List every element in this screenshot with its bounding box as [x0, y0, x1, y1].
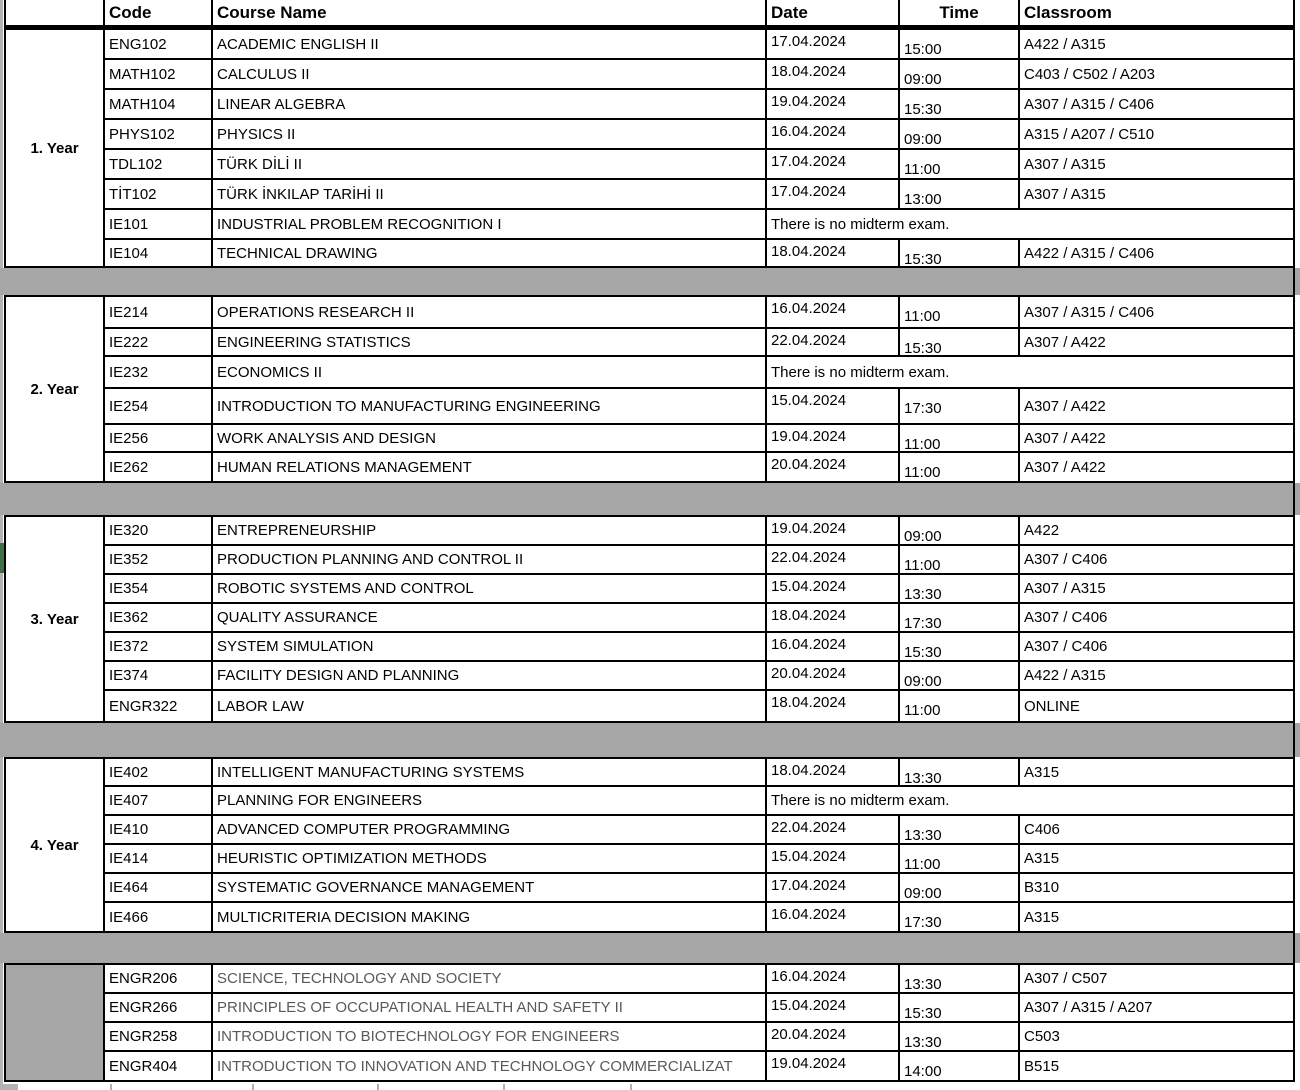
cell-classroom: A307 / A315	[1020, 575, 1293, 604]
header-cell-course-name: Course Name	[213, 0, 767, 28]
cell-course-name: HUMAN RELATIONS MANAGEMENT	[213, 453, 767, 481]
cell-time: 15:30	[900, 994, 1020, 1023]
cell-code: IE214	[105, 297, 213, 329]
cell-time: 09:00	[900, 60, 1020, 90]
cell-code: IE374	[105, 662, 213, 691]
cell-time: 13:30	[900, 759, 1020, 787]
cell-classroom: A307 / A315 / A207	[1020, 994, 1293, 1023]
cell-course-name: INDUSTRIAL PROBLEM RECOGNITION I	[213, 210, 767, 240]
cell-no-exam-note: There is no midterm exam.	[767, 357, 1293, 389]
cell-code: MATH104	[105, 90, 213, 120]
cell-date: 15.04.2024	[767, 994, 900, 1023]
cell-time: 13:30	[900, 816, 1020, 845]
gridline-tick	[110, 1084, 112, 1090]
cell-date: 17.04.2024	[767, 874, 900, 903]
cell-course-name: ACADEMIC ENGLISH II	[213, 30, 767, 60]
gridline-tick	[252, 1084, 254, 1090]
cell-code: ENGR404	[105, 1052, 213, 1080]
cell-classroom: A307 / C406	[1020, 546, 1293, 575]
cell-no-exam-note: There is no midterm exam.	[767, 787, 1293, 816]
cell-course-name: INTRODUCTION TO MANUFACTURING ENGINEERING	[213, 389, 767, 425]
cell-time: 14:00	[900, 1052, 1020, 1080]
cell-classroom: A307 / A315 / C406	[1020, 297, 1293, 329]
cell-time: 15:30	[900, 90, 1020, 120]
cell-time: 13:30	[900, 575, 1020, 604]
cell-classroom: A307 / A422	[1020, 425, 1293, 453]
cell-course-name: ENGINEERING STATISTICS	[213, 329, 767, 357]
cell-classroom: A307 / A422	[1020, 389, 1293, 425]
year-section-1	[4, 28, 1295, 268]
cell-time: 11:00	[900, 691, 1020, 721]
cell-code: IE101	[105, 210, 213, 240]
cell-date: 16.04.2024	[767, 120, 900, 150]
cell-code: IE466	[105, 903, 213, 931]
cell-code: MATH102	[105, 60, 213, 90]
cell-course-name: INTRODUCTION TO INNOVATION AND TECHNOLOGY COMMERCIALIZAT	[213, 1052, 767, 1080]
cell-code: IE362	[105, 604, 213, 633]
cell-date: 18.04.2024	[767, 691, 900, 721]
cell-course-name: ECONOMICS II	[213, 357, 767, 389]
cell-code: IE104	[105, 240, 213, 266]
year-label-cell	[6, 965, 105, 1080]
cell-course-name: SCIENCE, TECHNOLOGY AND SOCIETY	[213, 965, 767, 994]
cell-date: 18.04.2024	[767, 759, 900, 787]
bottom-left-gray-sliver	[0, 1084, 18, 1090]
cell-time: 09:00	[900, 120, 1020, 150]
cell-course-name: HEURISTIC OPTIMIZATION METHODS	[213, 845, 767, 874]
cell-classroom: A315	[1020, 759, 1293, 787]
gridline-tick	[503, 1084, 505, 1090]
cell-time: 13:00	[900, 180, 1020, 210]
cell-date: 18.04.2024	[767, 60, 900, 90]
cell-date: 15.04.2024	[767, 845, 900, 874]
cell-code: IE372	[105, 633, 213, 662]
cell-time: 15:30	[900, 240, 1020, 266]
cell-time: 15:30	[900, 633, 1020, 662]
cell-date: 17.04.2024	[767, 30, 900, 60]
cell-course-name: SYSTEM SIMULATION	[213, 633, 767, 662]
cell-classroom: A315	[1020, 845, 1293, 874]
cell-time: 11:00	[900, 546, 1020, 575]
cell-classroom: A422	[1020, 517, 1293, 546]
cell-time: 09:00	[900, 517, 1020, 546]
cell-classroom: B515	[1020, 1052, 1293, 1080]
cell-classroom: A307 / C507	[1020, 965, 1293, 994]
year-label: 2. Year	[30, 380, 79, 398]
cell-time: 17:30	[900, 604, 1020, 633]
cell-code: IE407	[105, 787, 213, 816]
cell-course-name: PRODUCTION PLANNING AND CONTROL II	[213, 546, 767, 575]
cell-time: 11:00	[900, 453, 1020, 481]
gridline-tick	[377, 1084, 379, 1090]
section-separator-band	[0, 933, 1300, 963]
cell-course-name: ADVANCED COMPUTER PROGRAMMING	[213, 816, 767, 845]
cell-code: IE352	[105, 546, 213, 575]
table-header-row	[4, 0, 1295, 28]
year-label-cell	[6, 517, 105, 721]
year-label-cell	[6, 759, 105, 931]
cell-time: 17:30	[900, 903, 1020, 931]
cell-time: 11:00	[900, 150, 1020, 180]
cell-classroom: B310	[1020, 874, 1293, 903]
cell-code: IE354	[105, 575, 213, 604]
cell-classroom: ONLINE	[1020, 691, 1293, 721]
cell-course-name: LABOR LAW	[213, 691, 767, 721]
cell-date: 20.04.2024	[767, 453, 900, 481]
year-section-5	[4, 963, 1295, 1082]
cell-code: ENGR258	[105, 1023, 213, 1052]
cell-course-name: WORK ANALYSIS AND DESIGN	[213, 425, 767, 453]
cell-course-name: PRINCIPLES OF OCCUPATIONAL HEALTH AND SAFETY II	[213, 994, 767, 1023]
cell-code: TİT102	[105, 180, 213, 210]
cell-date: 22.04.2024	[767, 329, 900, 357]
cell-date: 19.04.2024	[767, 90, 900, 120]
cell-date: 16.04.2024	[767, 903, 900, 931]
cell-classroom: A315	[1020, 903, 1293, 931]
cell-classroom: A307 / A315 / C406	[1020, 90, 1293, 120]
cell-date: 15.04.2024	[767, 575, 900, 604]
cell-time: 17:30	[900, 389, 1020, 425]
year-section-3	[4, 515, 1295, 723]
cell-classroom: A307 / C406	[1020, 633, 1293, 662]
cell-course-name: INTELLIGENT MANUFACTURING SYSTEMS	[213, 759, 767, 787]
cell-course-name: SYSTEMATIC GOVERNANCE MANAGEMENT	[213, 874, 767, 903]
cell-date: 22.04.2024	[767, 816, 900, 845]
cell-date: 16.04.2024	[767, 297, 900, 329]
cell-date: 16.04.2024	[767, 965, 900, 994]
cell-classroom: A422 / A315	[1020, 662, 1293, 691]
cell-course-name: FACILITY DESIGN AND PLANNING	[213, 662, 767, 691]
cell-date: 15.04.2024	[767, 389, 900, 425]
gridline-tick	[630, 1084, 632, 1090]
cell-code: ENGR266	[105, 994, 213, 1023]
cell-course-name: INTRODUCTION TO BIOTECHNOLOGY FOR ENGINEERS	[213, 1023, 767, 1052]
cell-time: 09:00	[900, 874, 1020, 903]
cell-time: 11:00	[900, 845, 1020, 874]
cell-code: IE254	[105, 389, 213, 425]
cell-classroom: A307 / A315	[1020, 180, 1293, 210]
cell-code: IE464	[105, 874, 213, 903]
cell-classroom: A422 / A315 / C406	[1020, 240, 1293, 266]
header-cell-time: Time	[900, 0, 1020, 28]
cell-classroom: C406	[1020, 816, 1293, 845]
year-label: 3. Year	[30, 610, 79, 628]
cell-time: 15:00	[900, 30, 1020, 60]
year-section-2	[4, 295, 1295, 483]
cell-date: 19.04.2024	[767, 1052, 900, 1080]
cell-date: 20.04.2024	[767, 1023, 900, 1052]
table-right-border	[1293, 0, 1295, 1082]
cell-course-name: ENTREPRENEURSHIP	[213, 517, 767, 546]
cell-date: 16.04.2024	[767, 633, 900, 662]
cell-course-name: LINEAR ALGEBRA	[213, 90, 767, 120]
year-label-cell	[6, 297, 105, 481]
cell-date: 20.04.2024	[767, 662, 900, 691]
cell-classroom: A307 / A315	[1020, 150, 1293, 180]
cell-code: ENG102	[105, 30, 213, 60]
cell-code: IE402	[105, 759, 213, 787]
cell-course-name: PHYSICS II	[213, 120, 767, 150]
cell-course-name: TECHNICAL DRAWING	[213, 240, 767, 266]
section-separator-band	[0, 723, 1300, 757]
cell-time: 11:00	[900, 425, 1020, 453]
header-cell-blank	[6, 0, 105, 28]
cell-classroom: A307 / A422	[1020, 329, 1293, 357]
section-separator-band	[0, 483, 1300, 515]
cell-course-name: CALCULUS II	[213, 60, 767, 90]
cell-date: 19.04.2024	[767, 517, 900, 546]
cell-date: 18.04.2024	[767, 604, 900, 633]
cell-code: ENGR206	[105, 965, 213, 994]
cell-classroom: C403 / C502 / A203	[1020, 60, 1293, 90]
cell-time: 11:00	[900, 297, 1020, 329]
cell-course-name: ROBOTIC SYSTEMS AND CONTROL	[213, 575, 767, 604]
cell-code: IE320	[105, 517, 213, 546]
cell-code: IE410	[105, 816, 213, 845]
year-section-4	[4, 757, 1295, 933]
cell-time: 15:30	[900, 329, 1020, 357]
cell-classroom: A307 / A422	[1020, 453, 1293, 481]
cell-code: IE256	[105, 425, 213, 453]
cell-code: IE414	[105, 845, 213, 874]
cell-code: ENGR322	[105, 691, 213, 721]
header-cell-classroom: Classroom	[1020, 0, 1293, 28]
cell-date: 22.04.2024	[767, 546, 900, 575]
cell-date: 18.04.2024	[767, 240, 900, 266]
cell-time: 09:00	[900, 662, 1020, 691]
cell-code: TDL102	[105, 150, 213, 180]
cell-classroom: C503	[1020, 1023, 1293, 1052]
cell-date: 17.04.2024	[767, 150, 900, 180]
cell-code: IE262	[105, 453, 213, 481]
year-label: 4. Year	[30, 836, 79, 854]
cell-no-exam-note: There is no midterm exam.	[767, 210, 1293, 240]
cell-course-name: TÜRK İNKILAP TARİHİ II	[213, 180, 767, 210]
cell-code: IE232	[105, 357, 213, 389]
cell-course-name: TÜRK DİLİ II	[213, 150, 767, 180]
cell-course-name: MULTICRITERIA DECISION MAKING	[213, 903, 767, 931]
cell-date: 17.04.2024	[767, 180, 900, 210]
cell-code: IE222	[105, 329, 213, 357]
cell-course-name: OPERATIONS RESEARCH II	[213, 297, 767, 329]
header-cell-code: Code	[105, 0, 213, 28]
cell-date: 19.04.2024	[767, 425, 900, 453]
header-cell-date: Date	[767, 0, 900, 28]
year-label-cell	[6, 30, 105, 266]
cell-time: 13:30	[900, 1023, 1020, 1052]
cell-course-name: QUALITY ASSURANCE	[213, 604, 767, 633]
cell-time: 13:30	[900, 965, 1020, 994]
cell-classroom: A315 / A207 / C510	[1020, 120, 1293, 150]
cell-classroom: A307 / C406	[1020, 604, 1293, 633]
year-label: 1. Year	[30, 139, 79, 157]
section-separator-band	[0, 268, 1300, 295]
cell-code: PHYS102	[105, 120, 213, 150]
cell-classroom: A422 / A315	[1020, 30, 1293, 60]
cell-course-name: PLANNING FOR ENGINEERS	[213, 787, 767, 816]
